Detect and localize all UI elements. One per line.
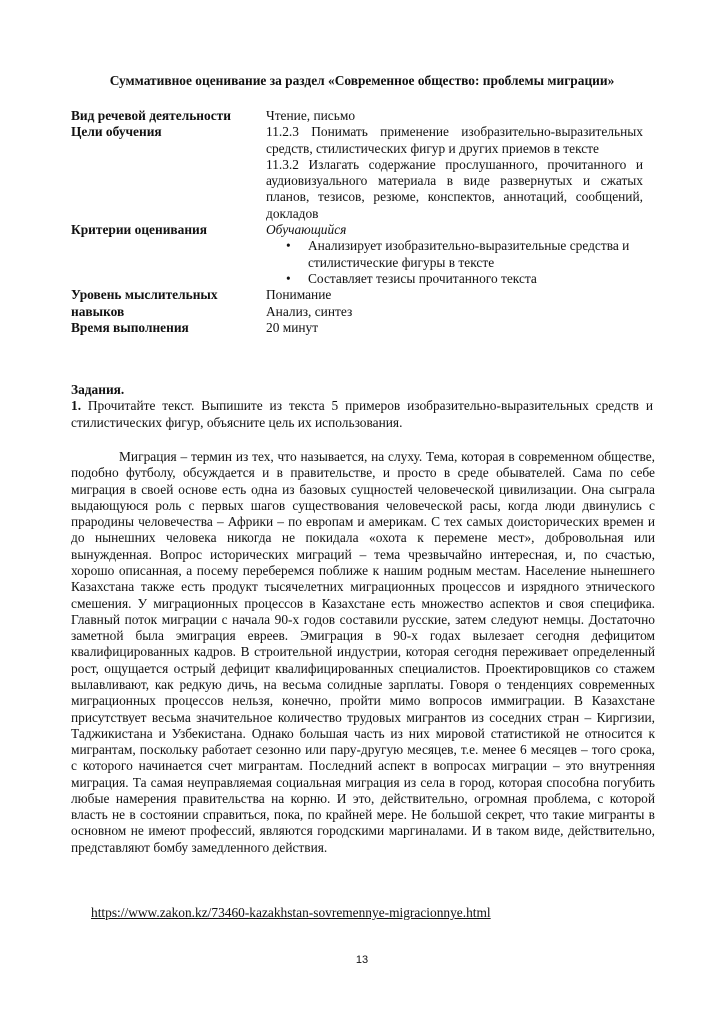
criteria-block xyxy=(266,222,643,287)
metadata-table xyxy=(71,108,643,336)
tasks-heading: Задания. xyxy=(71,382,125,397)
task-number: 1. xyxy=(71,398,82,414)
task-text: Прочитайте текст. Выпишите из текста 5 примеров изобразительно-выразительных средств и стилистических фигур, объясните цель их использования. xyxy=(71,398,653,430)
goals-list xyxy=(266,124,643,222)
activity-label: Вид речевой деятельности xyxy=(71,108,231,123)
goals-row xyxy=(71,124,643,222)
activity-value: Чтение, письмо xyxy=(266,108,356,123)
article-text: Миграция – термин из тех, что называется, на слуху. Тема, которая в современном обществе, подобно футболу, обсуждается и в правительстве, и просто в среде обывателей. Сама по себе миграция в своей основе есть одна из базовых сущностей человеческой цивилизации. Она сыграла выдающуюся роль с первых шагов существования человеческой расы, когда люди двинулись с прародины человечества – Африки – по европам и америкам. С тех самых доисторических времен и до нынешних человека никогда не покидала «охота к перемене мест», добровольная или вынужденная. Вопрос исторических миграций – тема чрезвычайно интересная, и, по счастью, хорошо описанная, а посему переберемся поближе к нашим родным местам. Население нынешнего Казахстана также есть продукт тысячелетних миграционных процессов и изрядного этнического смешения. У миграционных процессов в Казахстане есть множество аспектов и своя специфика. Главный поток миграции с начала 90-х годов составили русские, затем следуют немцы. Достаточно заметной была эмиграция евреев. Эмиграция в 90-х годах вылезает сегодня дефицитом квалифицированных кадров. В строительной индустрии, которая сегодня переживает определенный рост, ощущается острый дефицит квалифицированных специалистов. Проектировщиков со стажем вылавливают, как редкую дичь, на весьма солидные зарплаты. Говоря о тенденциях современных миграционных процессов нельзя, конечно, пройти мимо вопросов иммиграции. В Казахстане присутствует весьма значительное количество трудовых мигрантов из соседних стран – Киргизии, Таджикистана и Узбекистана. Однако большая часть из них мировой статистикой не относится к мигрантам, поскольку работает сезонно или пару-другую месяцев, т.е. менее 6 месяцев – того срока, с которого начинается счет мигрантам. Последний аспект в вопросах миграции – это внутренняя миграция. Та самая неуправляемая социальная миграция из села в город, которая способна погубить любые намерения правительства на корню. И это, действительно, огромная проблема, с которой власть не в состоянии справиться, пока, по крайней мере. Не большой секрет, что такие мигранты в основном не имеют профессий, являются городскими маргиналами. И в таком виде, действительно, представляют бомбу замедленного действия. xyxy=(71,449,655,855)
page-title: Суммативное оценивание за раздел «Современное общество: проблемы миграции» xyxy=(109,73,615,88)
tasks-section xyxy=(71,382,653,431)
criteria-label: Критерии оценивания xyxy=(71,222,208,238)
criteria-intro: Обучающийся xyxy=(266,222,347,238)
criteria-item: • Составляет тезисы прочитанного текста xyxy=(308,271,643,287)
skills-value: Понимание xyxy=(266,287,332,303)
activity-row xyxy=(71,108,643,124)
criteria-list xyxy=(266,238,643,287)
criteria-row xyxy=(71,222,643,287)
skills-row-1 xyxy=(71,287,643,303)
time-label: Время выполнения xyxy=(71,319,189,335)
criteria-item: • Анализирует изобразительно-выразительные средства и стилистические фигуры в тексте xyxy=(308,238,643,271)
time-row xyxy=(71,320,643,336)
time-value: 20 минут xyxy=(266,319,319,335)
skills-label-cont: навыков xyxy=(71,303,125,319)
source-link[interactable]: https://www.zakon.kz/73460-kazakhstan-sovremennye-migracionnye.html xyxy=(91,905,491,920)
skills-value-2: Анализ, синтез xyxy=(266,303,353,319)
skills-label: Уровень мыслительных xyxy=(71,287,218,303)
skills-row-2 xyxy=(71,304,643,320)
goal-item: 11.2.3 Понимать применение изобразительно-выразительных средств, стилистических фигур и других приемов в тексте xyxy=(266,124,643,156)
goal-item: 11.3.2 Излагать содержание прослушанного, прочитанного и аудиовизуального материала в виде развернутых и сжатых планов, тезисов, резюме, конспектов, аннотаций, сообщений, докладов xyxy=(266,156,643,221)
task-1 xyxy=(71,398,653,431)
page-number: 13 xyxy=(355,954,369,966)
goals-label: Цели обучения xyxy=(71,124,162,140)
